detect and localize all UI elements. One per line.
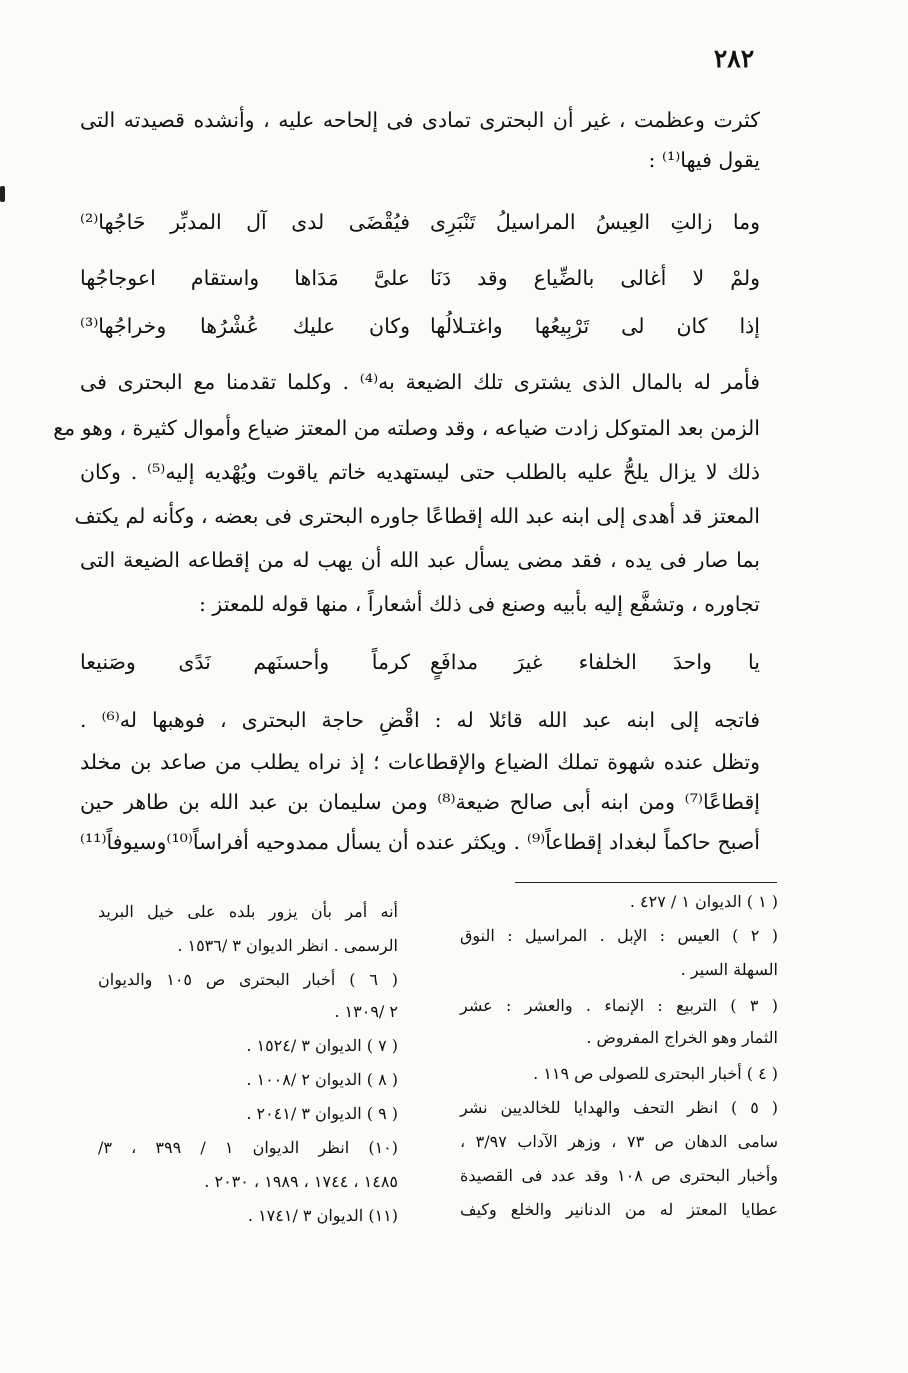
footnote-line: الثمار وهو الخراج المفروض . [586, 1028, 778, 1047]
body-line: فأمر له بالمال الذى يشترى تلك الضيعة به⁽⁴⁾ . وكلما تقدمنا مع البحترى فى [80, 370, 761, 394]
body-line: وتظل عنده شهوة تملك الضياع والإقطاعات ؛ إذ نراه يطلب من صاعد بن مخلد [80, 750, 760, 774]
scan-edge-mark [0, 186, 5, 202]
verse-line [80, 306, 760, 346]
footnote-line: ( ٢ ) العيس : الإبل . المراسيل : النوق [460, 926, 779, 945]
verse-line [80, 202, 760, 242]
footnote-line: ٢ /١٣٠٩ . [334, 1002, 398, 1021]
footnote-line: عطايا المعتز له من الدنانير والخلع وكيف [460, 1200, 778, 1219]
verse-hemistich-second: كرماً وأحسنَهم نَدًى وصَنيعا [80, 650, 410, 674]
body-line: تجاوره ، وتشفَّع إليه بأبيه وصنع فى ذلك أشعاراً ، منها قوله للمعتز : [198, 592, 760, 616]
verse-hemistich-first: ولمْ لا أغالى بالضِّياع وقد دَنَا [430, 266, 760, 290]
body-line: ذلك لا يزال يلحُّ عليه بالطلب حتى ليستهديه خاتم ياقوت ويُهْديه إليه⁽⁵⁾ . وكان [80, 460, 761, 484]
verse-line [80, 642, 760, 682]
body-line: الزمن بعد المتوكل زادت ضياعه ، وقد وصلته من المعتز ضياع وأموال كثيرة ، وهو مع [53, 416, 760, 440]
verse-hemistich-second: وكان عليك عُشْرُها وخراجُها⁽³⁾ [80, 314, 410, 338]
body-line: فاتجه إلى ابنه عبد الله قائلا له : اقْضِ حاجة البحترى ، فوهبها له⁽⁶⁾ . [80, 708, 760, 732]
footnote-line: (١١) الديوان ٣ /١٧٤١ . [247, 1206, 398, 1225]
footnote-line: ( ٨ ) الديوان ٢ /١٠٠٨ . [246, 1070, 398, 1089]
footnote-line: ( ١ ) الديوان ١ / ٤٢٧ . [629, 892, 778, 911]
verse-line [80, 258, 760, 298]
footnote-line: أنه أمر بأن يزور بلده على خيل البريد [98, 902, 398, 921]
footnote-line: ( ٦ ) أخبار البحترى ص ١٠٥ والديوان [98, 970, 399, 989]
footnote-line: ( ٤ ) أخبار البحترى للصولى ص ١١٩ . [533, 1064, 778, 1083]
footnote-line: ( ٥ ) انظر التحف والهدايا للخالديين نشر [460, 1098, 779, 1117]
footnote-line: ( ٣ ) التربيع : الإنماء . والعشر : عشر [460, 996, 779, 1015]
body-line: يقول فيها⁽¹⁾ : [648, 148, 760, 172]
footnote-line: (١٠) انظر الديوان ١ / ٣٩٩ ، ٣/ [98, 1138, 399, 1157]
footnote-line: الرسمى . انظر الديوان ٣ /١٥٣٦ . [177, 936, 398, 955]
footnote-line: سامى الدهان ص ٧٣ ، وزهر الآداب ٣/٩٧ ، [460, 1132, 778, 1151]
verse-hemistich-first: إذا كان لى تَرْبِيعُها واغتـلالُها [430, 314, 760, 338]
body-line: إقطاعًا⁽⁷⁾ ومن ابنه أبى صالح ضيعة⁽⁸⁾ ومن سليمان بن عبد الله بن طاهر حين [80, 790, 760, 814]
verse-hemistich-first: وما زالتِ العِيسُ المراسيلُ تَنْبَرِى [430, 210, 760, 234]
footnote-line: وأخبار البحترى ص ١٠٨ وقد عدد فى القصيدة [460, 1166, 778, 1185]
verse-hemistich-second: علىَّ مَدَاها واستقام اعوجاجُها [80, 266, 410, 290]
verse-hemistich-first: يا واحدَ الخلفاء غيرَ مدافَعٍ [430, 650, 760, 674]
body-line: بما صار فى يده ، فقد مضى يسأل عبد الله أن يهب له من إقطاعه الضيعة التى [80, 548, 760, 572]
page-number: ٢٨٢ [713, 44, 755, 73]
footnote-line: ( ٧ ) الديوان ٣ /١٥٢٤ . [246, 1036, 398, 1055]
footnote-line: السهلة السير . [680, 960, 778, 979]
body-line: كثرت وعظمت ، غير أن البحترى تمادى فى إلحاحه عليه ، وأنشده قصيدته التى [80, 108, 760, 132]
footnote-separator [515, 882, 777, 883]
body-line: المعتز قد أهدى إلى ابنه عبد الله إقطاعًا جاوره البحترى فى بعضه ، وكأنه لم يكتف [74, 504, 760, 528]
footnote-line: ( ٩ ) الديوان ٣ /٢٠٤١ . [246, 1104, 398, 1123]
body-line: أصبح حاكماً لبغداد إقطاعاً⁽⁹⁾ . ويكثر عنده أن يسأل ممدوحيه أفراساً⁽¹⁰⁾وسيوفاً⁽¹¹⁾ [80, 830, 760, 854]
verse-hemistich-second: فيُقْضَى لدى آل المدبِّر حَاجُها⁽²⁾ [80, 210, 410, 234]
footnote-line: ١٤٨٥ ، ١٧٤٤ ، ١٩٨٩ ، ٢٠٣٠ . [204, 1172, 398, 1191]
